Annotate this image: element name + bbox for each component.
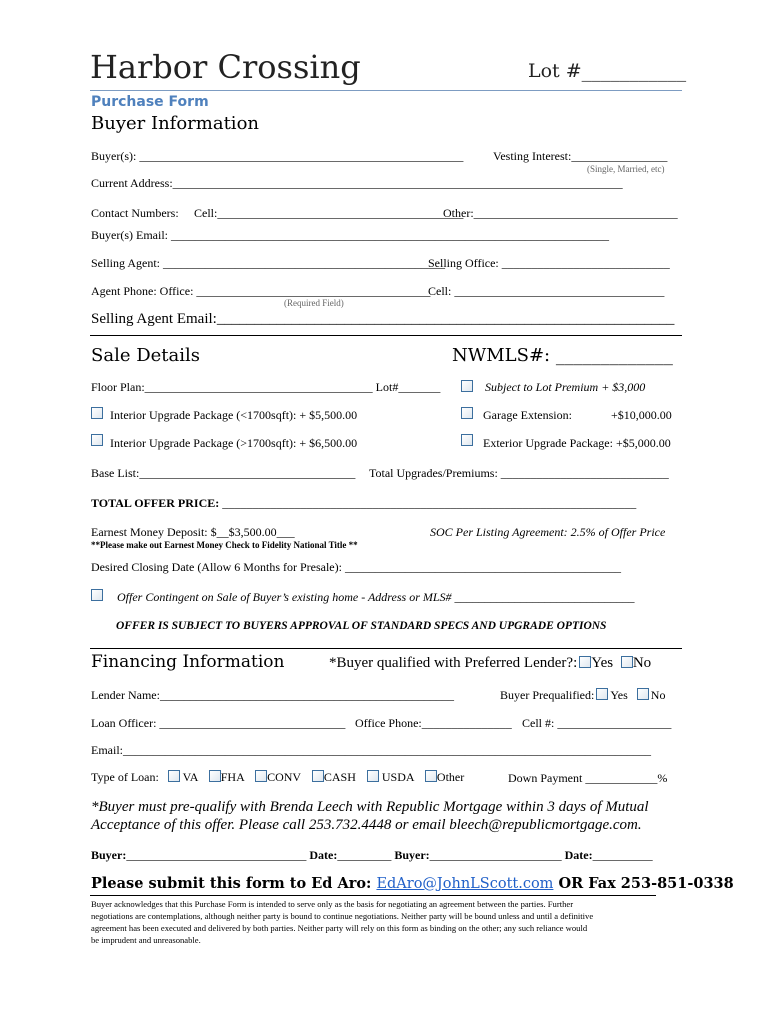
interior-small-label: Interior Upgrade Package (<1700sqft): + $5,500.00: [110, 408, 358, 422]
prequalify-note-line-2: Acceptance of this offer. Please call 253.732.4448 or email bleech@republicmortgage.com.: [91, 817, 642, 833]
type-of-loan-label: Type of Loan:: [91, 770, 159, 784]
buyer-2-signature-label: Buyer:: [394, 848, 430, 862]
soc-note: SOC Per Listing Agreement: 2.5% of Offer Price: [430, 525, 666, 539]
page-title: Harbor Crossing: [90, 48, 361, 86]
lender-name-field[interactable]: Lender Name:_________________________________________________: [91, 688, 454, 702]
base-list-field[interactable]: Base List:____________________________________: [91, 466, 356, 480]
earnest-label: Earnest Money Deposit: $: [91, 525, 217, 539]
loan-usda-checkbox[interactable]: [367, 770, 379, 782]
date-1-field[interactable]: _________: [337, 848, 392, 862]
offer-contingent-field[interactable]: Offer Contingent on Sale of Buyer’s existing home - Address or MLS# ______________________________: [117, 590, 635, 604]
lot-premium-checkbox[interactable]: [461, 380, 473, 392]
total-offer-price-field[interactable]: [91, 496, 636, 511]
submit-suffix: OR Fax 253-851-0338: [553, 875, 734, 892]
loan-officer-field[interactable]: Loan Officer: _______________________________: [91, 716, 346, 730]
total-offer-label: TOTAL OFFER PRICE:: [91, 496, 223, 510]
sale-details-heading: Sale Details: [91, 345, 200, 366]
submit-instructions: [91, 875, 734, 892]
cell-field[interactable]: Cell:_________________________________________: [194, 206, 464, 220]
disclaimer-line-1: Buyer acknowledges that this Purchase Form is intended to serve only as the basis for negotiating an agreement between the parties. Further: [91, 899, 574, 909]
buyer-information-heading: Buyer Information: [91, 113, 259, 134]
earnest-value: __$3,500.00___: [216, 525, 295, 539]
submit-prefix: Please submit this form to Ed Aro:: [91, 875, 377, 892]
vesting-interest-field[interactable]: Vesting Interest:________________: [493, 149, 668, 163]
loan-va-label: VA: [182, 770, 198, 784]
offer-contingent-checkbox[interactable]: [91, 589, 103, 601]
prequalify-note-line-1: *Buyer must pre-qualify with Brenda Leech with Republic Mortgage within 3 days of Mutual: [91, 799, 649, 815]
financing-information-heading: Financing Information: [91, 652, 285, 672]
other-field[interactable]: Other:__________________________________: [443, 206, 678, 220]
lot-premium-label: Subject to Lot Premium + $3,000: [485, 380, 646, 394]
header-rule: [90, 90, 682, 91]
prequalified-no-checkbox[interactable]: [637, 688, 649, 700]
garage-extension-checkbox[interactable]: [461, 407, 473, 419]
required-field-hint: (Required Field): [284, 298, 344, 308]
loan-fha-label: FHA: [220, 770, 245, 784]
preferred-lender-question: [329, 655, 651, 672]
garage-extension-label: Garage Extension:: [483, 408, 572, 422]
buyer-prequalified-question: [500, 688, 665, 703]
section-rule: [90, 648, 682, 649]
earnest-money-note: **Please make out Earnest Money Check to Fidelity National Title **: [91, 540, 358, 550]
disclaimer-line-3: agreement has been executed and delivered by both parties. Neither party will rely on this form as binding on the other; any such reliance would: [91, 923, 588, 933]
buyer-2-signature-field[interactable]: ______________________: [429, 848, 562, 862]
prequalified-no-label: No: [650, 688, 666, 702]
preferred-lender-no-checkbox[interactable]: [621, 656, 633, 668]
nwmls-field[interactable]: NWMLS#: _____________: [452, 345, 673, 366]
prequalified-yes-label: Yes: [610, 688, 628, 702]
submit-rule: [90, 895, 656, 896]
current-address-field[interactable]: Current Address:___________________________________________________________________________: [91, 176, 623, 190]
desired-closing-date-field[interactable]: Desired Closing Date (Allow 6 Months for Presale): ______________________________________________: [91, 560, 621, 574]
preferred-lender-yes-label: Yes: [591, 655, 614, 671]
office-phone-field[interactable]: Office Phone:_______________: [355, 716, 512, 730]
down-payment-field[interactable]: Down Payment ____________%: [508, 771, 668, 785]
prequalified-yes-checkbox[interactable]: [596, 688, 608, 700]
date-2-field[interactable]: __________: [592, 848, 653, 862]
garage-extension-price: +$10,000.00: [611, 408, 672, 422]
buyers-field[interactable]: Buyer(s): ______________________________________________________: [91, 149, 464, 163]
lot-number-label: [528, 60, 686, 82]
loan-other-label: Other: [436, 770, 465, 784]
loan-cash-label: CASH: [323, 770, 356, 784]
vesting-hint: (Single, Married, etc): [587, 164, 665, 174]
submit-email-link[interactable]: EdAro@JohnLScott.com: [376, 876, 554, 892]
exterior-upgrade-checkbox[interactable]: [461, 434, 473, 446]
total-upgrades-field[interactable]: Total Upgrades/Premiums: ____________________________: [369, 466, 669, 480]
lot-label: Lot #: [528, 60, 582, 82]
preferred-lender-yes-checkbox[interactable]: [579, 656, 591, 668]
earnest-money-field[interactable]: [91, 525, 295, 540]
agent-office-phone-field[interactable]: Agent Phone: Office: _______________________________________: [91, 284, 431, 298]
date-2-label: Date:: [564, 848, 593, 862]
selling-agent-email-field[interactable]: Selling Agent Email:_____________________________________________________________: [91, 311, 675, 327]
preferred-lender-label: *Buyer qualified with Preferred Lender?:: [329, 655, 578, 671]
form-subtitle: Purchase Form: [91, 94, 209, 110]
total-offer-blank: _____________________________________________________________________: [222, 496, 637, 510]
floor-plan-field[interactable]: Floor Plan:______________________________________ Lot#_______: [91, 380, 441, 394]
buyer-1-signature-field[interactable]: ______________________________: [126, 848, 307, 862]
contact-numbers-label: Contact Numbers:: [91, 206, 179, 220]
loan-cash-checkbox[interactable]: [312, 770, 324, 782]
selling-agent-field[interactable]: Selling Agent: _______________________________________________: [91, 256, 445, 270]
disclaimer-line-4: be imprudent and unreasonable.: [91, 935, 201, 945]
exterior-upgrade-label: Exterior Upgrade Package: +$5,000.00: [483, 436, 671, 450]
loan-fha-checkbox[interactable]: [209, 770, 221, 782]
lender-email-field[interactable]: Email:________________________________________________________________________________________: [91, 743, 651, 757]
subject-to-approval-banner: OFFER IS SUBJECT TO BUYERS APPROVAL OF STANDARD SPECS AND UPGRADE OPTIONS: [116, 620, 607, 632]
date-1-label: Date:: [309, 848, 338, 862]
signature-row: [91, 848, 653, 863]
loan-other-checkbox[interactable]: [425, 770, 437, 782]
interior-large-checkbox[interactable]: [91, 434, 103, 446]
agent-cell-field[interactable]: Cell: ___________________________________: [428, 284, 665, 298]
disclaimer-line-2: negotiations are contemplations, although neither party is bound to continue negotiations. Neither party will be bound unless and until a definitive: [91, 911, 594, 921]
lot-number-field[interactable]: ___________: [581, 60, 687, 82]
interior-large-label: Interior Upgrade Package (>1700sqft): + $6,500.00: [110, 436, 358, 450]
loan-conv-checkbox[interactable]: [255, 770, 267, 782]
buyer-prequalified-label: Buyer Prequalified:: [500, 688, 595, 702]
loan-usda-label: USDA: [381, 770, 414, 784]
preferred-lender-no-label: No: [632, 655, 652, 671]
buyer-email-field[interactable]: Buyer(s) Email: _________________________________________________________________________: [91, 228, 609, 242]
loan-officer-cell-field[interactable]: Cell #: ___________________: [522, 716, 672, 730]
loan-conv-label: CONV: [267, 770, 301, 784]
section-rule: [90, 335, 682, 336]
loan-va-checkbox[interactable]: [168, 770, 180, 782]
type-of-loan-row: [91, 770, 464, 785]
interior-small-checkbox[interactable]: [91, 407, 103, 419]
selling-office-field[interactable]: Selling Office: ____________________________: [428, 256, 670, 270]
buyer-1-signature-label: Buyer:: [91, 848, 127, 862]
